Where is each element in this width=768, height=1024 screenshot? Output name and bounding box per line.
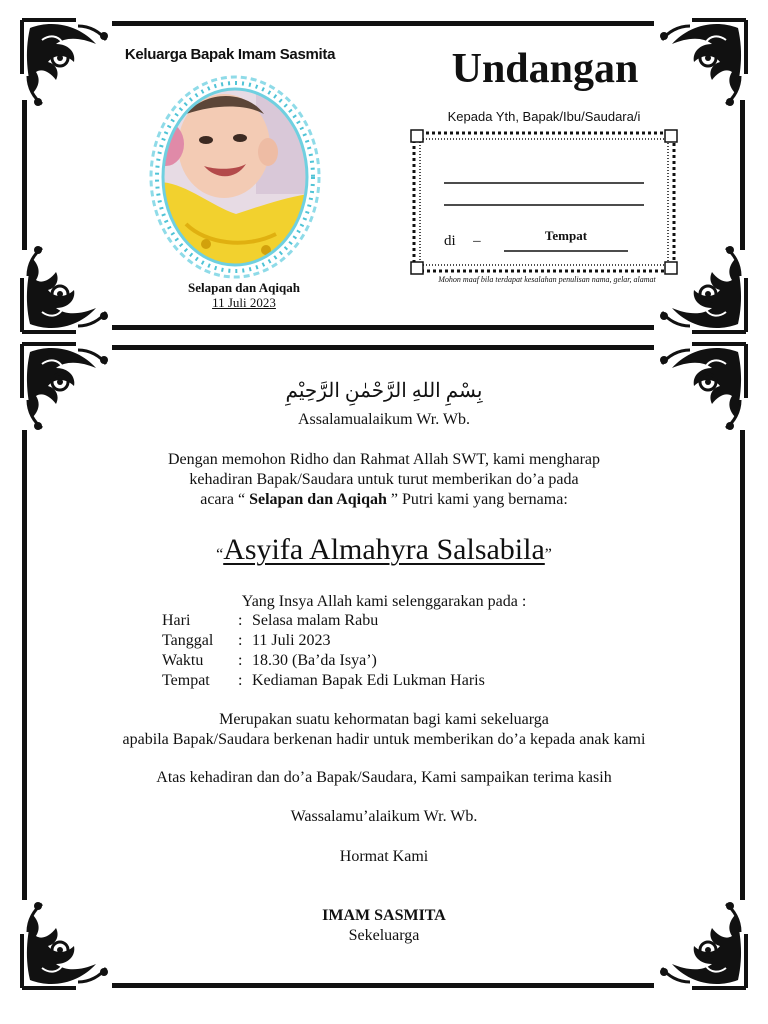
detail-value: Kediaman Bapak Edi Lukman Haris bbox=[252, 672, 485, 689]
invitation-title bbox=[430, 42, 660, 96]
honor-line-1: Merupakan suatu kehormatan bagi kami sekeluarga bbox=[219, 711, 549, 728]
letter-bottom-border bbox=[112, 983, 654, 988]
top-panel-bottom-border bbox=[112, 325, 654, 330]
baby-photo bbox=[146, 74, 324, 280]
closing-line: Wassalamu’alaikum Wr. Wb. bbox=[290, 808, 478, 825]
schedule-intro: Yang Insya Allah kami selenggarakan pada : bbox=[241, 593, 527, 610]
intro-line-3 bbox=[0, 490, 768, 510]
invitation-title-text: Undangan bbox=[451, 46, 639, 92]
dash-text: – bbox=[473, 233, 481, 249]
detail-colon: : bbox=[238, 652, 243, 669]
letter-top-border bbox=[112, 345, 654, 350]
signer-name: IMAM SASMITA bbox=[322, 907, 446, 924]
signer-sub: Sekeluarga bbox=[348, 927, 420, 944]
child-open-quote: “ bbox=[216, 546, 224, 563]
event-name-bold: Selapan dan Aqiqah bbox=[249, 491, 387, 508]
corner-ornament-icon bbox=[16, 14, 112, 110]
intro-line-1: Dengan memohon Ridho dan Rahmat Allah SWT, kami mengharap bbox=[167, 451, 601, 468]
detail-colon: : bbox=[238, 612, 243, 629]
regards-line: Hormat Kami bbox=[339, 848, 429, 865]
top-panel-left-border bbox=[22, 100, 27, 250]
detail-row-day bbox=[162, 611, 378, 631]
detail-value: Selasa malam Rabu bbox=[252, 612, 379, 629]
intro-line-2: kehadiran Bapak/Saudara untuk turut memberikan do’a pada bbox=[189, 471, 579, 488]
corner-ornament-icon bbox=[16, 242, 112, 338]
detail-colon: : bbox=[238, 632, 243, 649]
detail-label: Hari bbox=[162, 612, 191, 629]
top-border bbox=[112, 21, 654, 26]
thanks-line: Atas kehadiran dan do’a Bapak/Saudara, Kami sampaikan terima kasih bbox=[156, 769, 612, 786]
detail-label: Tanggal bbox=[162, 632, 214, 649]
child-name-line bbox=[0, 530, 768, 575]
greeting: Assalamualaikum Wr. Wb. bbox=[297, 411, 471, 428]
child-name: Asyifa Almahyra Salsabila bbox=[223, 533, 545, 566]
child-close-quote: ” bbox=[544, 546, 552, 563]
detail-value: 18.30 (Ba’da Isya’) bbox=[252, 652, 377, 669]
intro-line-3-post: ” Putri kami yang bernama: bbox=[386, 491, 568, 508]
address-card bbox=[410, 129, 678, 275]
corner-ornament-icon bbox=[656, 14, 752, 110]
detail-value: 11 Juli 2023 bbox=[252, 632, 331, 649]
detail-row-place bbox=[162, 671, 485, 691]
top-panel-right-border bbox=[740, 100, 745, 250]
detail-row-time bbox=[162, 651, 377, 671]
detail-colon: : bbox=[238, 672, 243, 689]
di-text: di bbox=[444, 233, 456, 249]
detail-label: Waktu bbox=[162, 652, 204, 669]
intro-line-3-pre: acara “ bbox=[200, 491, 250, 508]
place-label: Tempat bbox=[544, 228, 588, 243]
detail-label: Tempat bbox=[162, 672, 210, 689]
event-caption: Selapan dan Aqiqah bbox=[187, 280, 300, 295]
detail-row-date bbox=[162, 631, 331, 651]
address-di-label bbox=[444, 233, 481, 250]
event-date-caption: 11 Juli 2023 bbox=[212, 295, 276, 310]
family-heading: Keluarga Bapak Imam Sasmita bbox=[124, 46, 336, 63]
bismillah-calligraphy: بِسْمِ اللهِ الرَّحْمٰنِ الرَّحِيْمِ bbox=[285, 380, 483, 402]
recipient-label: Kepada Yth, Bapak/Ibu/Saudara/i bbox=[447, 109, 641, 124]
address-footer-note: Mohon maaf bila terdapat kesalahan penulisan nama, gelar, alamat bbox=[438, 275, 656, 284]
honor-line-2: apabila Bapak/Saudara berkenan hadir untuk memberikan do’a kepada anak kami bbox=[122, 731, 646, 748]
